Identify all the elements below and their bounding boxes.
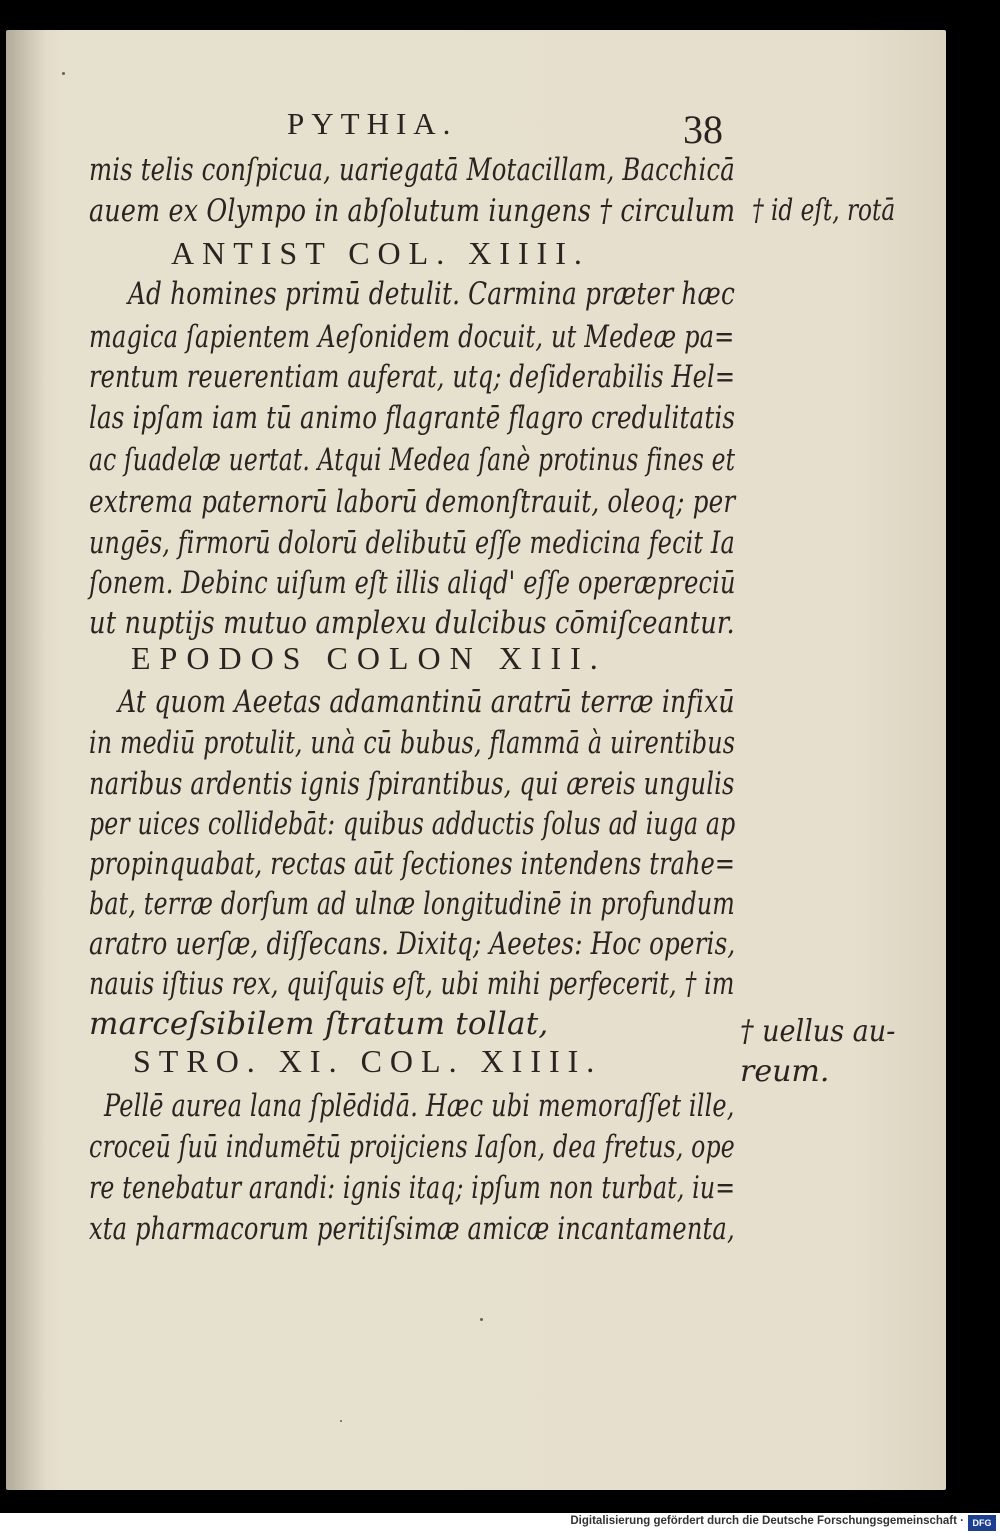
text-line: xta pharmacorum peritiſsimæ amicæ incantamenta, <box>89 1211 735 1247</box>
text-line: ac ſuadelæ uertat. Atqui Medea ſanè protinus fines et <box>89 442 736 478</box>
text-line: per uices collidebāt: quibus adductis ſolus ad iuga ap <box>89 806 736 842</box>
text-line: extrema paternorū laborū demonſtrauit, oleoq; per <box>89 484 736 520</box>
section-heading: STRO. XI. COL. XIIII. <box>133 1043 603 1079</box>
text-line: re tenebatur arandi: ignis itaq; ipſum non turbat, iu= <box>89 1170 736 1206</box>
text-line: aratro uerſæ, diſſecans. Dixitq; Aeetes: Hoc operis, <box>89 926 736 962</box>
text-line: croceū ſuū indumētū proijciens Iaſon, dea fretus, ope <box>89 1129 735 1165</box>
text-line: At quom Aeetas adamantinū aratrū terræ infixū <box>118 684 735 720</box>
text-line: propinquabat, rectas aūt ſectiones intendens trahe= <box>89 846 736 882</box>
text-line: Ad homines primū detulit. Carmina præter hæc <box>128 276 735 312</box>
text-line: nauis iſtius rex, quiſquis eſt, ubi mihi perfecerit, † im <box>89 966 735 1002</box>
text-line: Pellē aurea lana ſplēdidā. Hæc ubi memoraſſet ille, <box>104 1088 735 1124</box>
text-line: ut nuptijs mutuo amplexu dulcibus cōmiſceantur. <box>89 605 735 641</box>
text-line: magica ſapientem Aeſonidem docuit, ut Medeæ pa= <box>89 319 735 355</box>
paper-speck <box>340 1420 342 1422</box>
margin-note: † uellus au- <box>740 1014 896 1049</box>
paper-speck <box>62 72 65 75</box>
text-line: in mediū protulit, unà cū bubus, flammā à uirentibus <box>89 725 736 761</box>
text-line: bat, terræ dorſum ad ulnæ longitudinē in profundum <box>89 886 735 922</box>
text-line: naribus ardentis ignis ſpirantibus, qui æreis ungulis <box>89 766 735 802</box>
page-number: 38 <box>683 107 723 152</box>
margin-note: reum. <box>740 1054 830 1089</box>
margin-note: † id eſt, rotā <box>752 193 896 228</box>
section-heading: ANTIST COL. XIIII. <box>171 235 590 271</box>
dfg-logo: DFG <box>968 1515 996 1531</box>
text-line: marceſsibilem ſtratum tollat, <box>89 1006 549 1042</box>
running-head: PYTHIA. <box>287 106 458 141</box>
page-gutter-shadow <box>6 30 46 1490</box>
text-line: auem ex Olympo in abſolutum iungens † circulum <box>89 193 736 229</box>
text-line: mis telis conſpicua, uariegatā Motacillam, Bacchicā <box>89 152 735 188</box>
text-line: rentum reuerentiam auferat, utq; deſiderabilis Hel= <box>89 359 736 395</box>
text-line: ſonem. Debinc uiſum eſt illis aliqd' eſſe operæpreciū <box>89 565 736 601</box>
paper-speck <box>480 1318 483 1321</box>
text-line: las ipſam iam tū animo flagrantē flagro credulitatis <box>89 400 736 436</box>
section-heading: EPODOS COLON XIII. <box>131 640 607 676</box>
text-line: ungēs, firmorū dolorū delibutū eſſe medicina fecit Ia <box>89 525 735 561</box>
footer-credit: Digitalisierung gefördert durch die Deutsche Forschungsgemeinschaft · <box>570 1515 964 1527</box>
